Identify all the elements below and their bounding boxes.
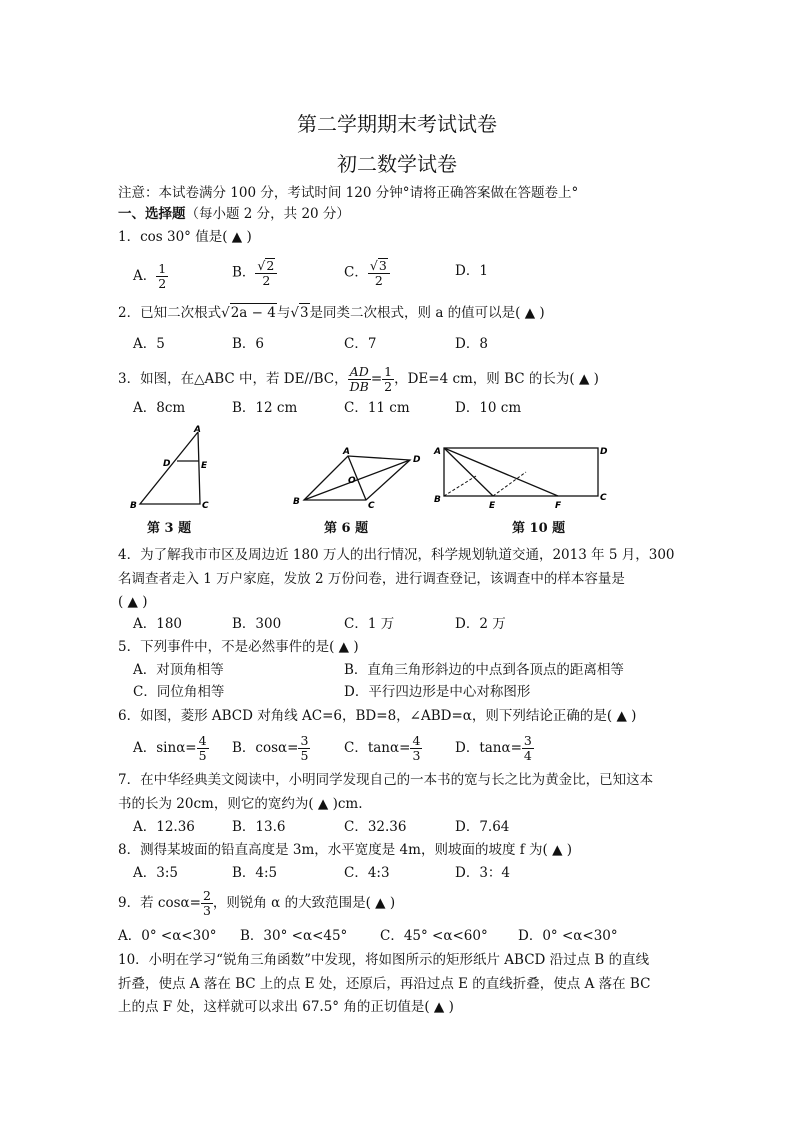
q4-line-3: ( ▲ ) xyxy=(118,594,148,610)
q5-stem: 5．下列事件中，不是必然事件的是( ▲ ) xyxy=(118,639,359,655)
q2-option-b: B．6 xyxy=(232,336,265,352)
q6-option-b: B．cosα= $\frac{3}{5}$ xyxy=(232,733,309,763)
q7-option-a: A．12.36 xyxy=(133,819,195,835)
q7-option-c: C．32.36 xyxy=(344,819,407,835)
fraction: $\frac{2}{3}$ xyxy=(202,888,211,918)
q8-option-d: D．3：4 xyxy=(455,865,511,881)
q2-stem: 2．已知二次根式√2a − 4与√3是同类二次根式，则 a 的值可以是( ▲ ) xyxy=(118,305,545,321)
exam-subtitle: 初二数学试卷 xyxy=(337,152,457,176)
fraction: $\frac{1}{2}$ xyxy=(158,261,167,291)
fraction: $\frac{1}{2}$ xyxy=(384,364,393,394)
q4-option-a: A．180 xyxy=(133,616,183,632)
q3-option-c: C．11 cm xyxy=(344,400,410,416)
label-a: A xyxy=(434,447,441,457)
q7-line-2: 书的长为 20cm，则它的宽约为( ▲ )cm. xyxy=(118,796,363,812)
label-c: C xyxy=(202,501,209,511)
label-b: B xyxy=(293,497,300,507)
q10-line-3: 上的点 F 处，这样就可以求出 67.5° 角的正切值是( ▲ ) xyxy=(118,999,454,1015)
q5-option-d: D．平行四边形是中心对称图形 xyxy=(344,684,531,700)
q3-option-b: B．12 cm xyxy=(232,400,298,416)
q1-option-d: D．1 xyxy=(455,263,488,279)
q5-option-b: B．直角三角形斜边的中点到各顶点的距离相等 xyxy=(344,662,624,678)
q1-option-a: A． $\frac{1}{2}$ xyxy=(133,261,167,291)
figure-3-triangle xyxy=(120,424,220,514)
section-note: （每小题 2 分，共 20 分） xyxy=(185,206,350,222)
figure-10-rectangle xyxy=(430,438,612,514)
q8-option-b: B．4:5 xyxy=(232,865,278,881)
q9-stem: 9．若 cosα= $\frac{2}{3}$ ，则锐角 α 的大致范围是( ▲ ) xyxy=(118,888,396,918)
label-c: C xyxy=(600,493,607,503)
exam-title: 第二学期期末考试试卷 xyxy=(297,112,497,136)
q8-stem: 8．测得某坡面的铅直高度是 3m，水平宽度是 4m，则坡面的坡度 f 为( ▲ ) xyxy=(118,842,573,858)
q6-option-d: D．tanα= $\frac{3}{4}$ xyxy=(455,733,532,763)
q1-option-c: C． $\frac{√3}{2}$ xyxy=(344,258,390,288)
label-f: F xyxy=(555,501,562,511)
fraction: $\frac{3}{4}$ xyxy=(523,733,532,763)
q3-option-d: D．10 cm xyxy=(455,400,522,416)
label-o: O xyxy=(348,476,356,486)
q2-option-a: A．5 xyxy=(133,336,165,352)
q9-option-d: D．0° <α<30° xyxy=(518,928,618,944)
q10-line-1: 10．小明在学习“锐角三角函数”中发现，将如图所示的矩形纸片 ABCD 沿过点 B 的直线 xyxy=(118,952,650,968)
figure-6-rhombus xyxy=(288,440,428,512)
caption-figure-3: 第 3 题 xyxy=(147,521,192,536)
caption-figure-6: 第 6 题 xyxy=(324,521,369,536)
q7-option-d: D．7.64 xyxy=(455,819,510,835)
fraction: $\frac{3}{5}$ xyxy=(300,733,309,763)
caption-figure-10: 第 10 题 xyxy=(512,521,566,536)
label-c: C xyxy=(368,501,375,511)
q5-option-c: C．同位角相等 xyxy=(133,684,225,700)
fraction: $\frac{AD}{DB}$ xyxy=(349,364,369,394)
q2-option-c: C．7 xyxy=(344,336,377,352)
label-e: E xyxy=(201,461,208,471)
label-d: D xyxy=(413,455,421,465)
fraction: $\frac{√3}{2}$ xyxy=(368,258,390,288)
q8-option-a: A．3:5 xyxy=(133,865,178,881)
q2-option-d: D．8 xyxy=(455,336,488,352)
fraction: $\frac{4}{5}$ xyxy=(198,733,207,763)
section-heading xyxy=(118,205,350,223)
notice: 注意：本试卷满分 100 分，考试时间 120 分钟°请将正确答案做在答题卷上° xyxy=(118,185,579,201)
q4-option-d: D．2 万 xyxy=(455,616,506,632)
q7-line-1: 7．在中华经典美文阅读中，小明同学发现自己的一本书的宽与长之比为黄金比，已知这本 xyxy=(118,772,654,788)
q4-option-c: C．1 万 xyxy=(344,616,395,632)
q10-line-2: 折叠，使点 A 落在 BC 上的点 E 处，还原后，再沿过点 E 的直线折叠，使点 A 落在 BC xyxy=(118,976,651,992)
fraction: $\frac{4}{3}$ xyxy=(412,733,421,763)
q5-option-a: A．对顶角相等 xyxy=(133,662,224,678)
label-b: B xyxy=(434,495,441,505)
q8-option-c: C．4:3 xyxy=(344,865,390,881)
q9-option-a: A．0° <α<30° xyxy=(118,928,217,944)
q6-stem: 6．如图，菱形 ABCD 对角线 AC=6，BD=8，∠ABD=α，则下列结论正确的是( ▲ ) xyxy=(118,708,637,724)
label-e: E xyxy=(489,501,496,511)
q4-line-1: 4．为了解我市市区及周边近 180 万人的出行情况，科学规划轨道交通，2013 年 5 月，300 xyxy=(118,547,675,563)
label-a: A xyxy=(194,425,201,435)
q3-stem: 3．如图，在△ABC 中，若 DE//BC， $\frac{AD}{DB}$ = $\frac{1}{2}$ ，DE=4 cm，则 BC 的长为( ▲ ) xyxy=(118,364,599,394)
label-a: A xyxy=(343,447,350,457)
q4-line-2: 名调查者走入 1 万户家庭，发放 2 万份问卷，进行调查登记，该调查中的样本容量是 xyxy=(118,571,625,587)
label-d: D xyxy=(600,447,608,457)
q9-option-c: C．45° <α<60° xyxy=(380,928,488,944)
section-title: 一、选择题 xyxy=(118,206,186,222)
label-d: D xyxy=(163,459,171,469)
fraction: $\frac{√2}{2}$ xyxy=(255,258,277,288)
q7-option-b: B．13.6 xyxy=(232,819,286,835)
q1-option-b: B． $\frac{√2}{2}$ xyxy=(232,258,277,288)
q1-stem: 1．cos 30° 值是( ▲ ) xyxy=(118,229,252,245)
q9-option-b: B．30° <α<45° xyxy=(240,928,348,944)
label-b: B xyxy=(130,501,137,511)
q4-option-b: B．300 xyxy=(232,616,282,632)
q6-option-c: C．tanα= $\frac{4}{3}$ xyxy=(344,733,421,763)
q6-option-a: A．sinα= $\frac{4}{5}$ xyxy=(133,733,207,763)
q3-option-a: A．8cm xyxy=(133,400,186,416)
